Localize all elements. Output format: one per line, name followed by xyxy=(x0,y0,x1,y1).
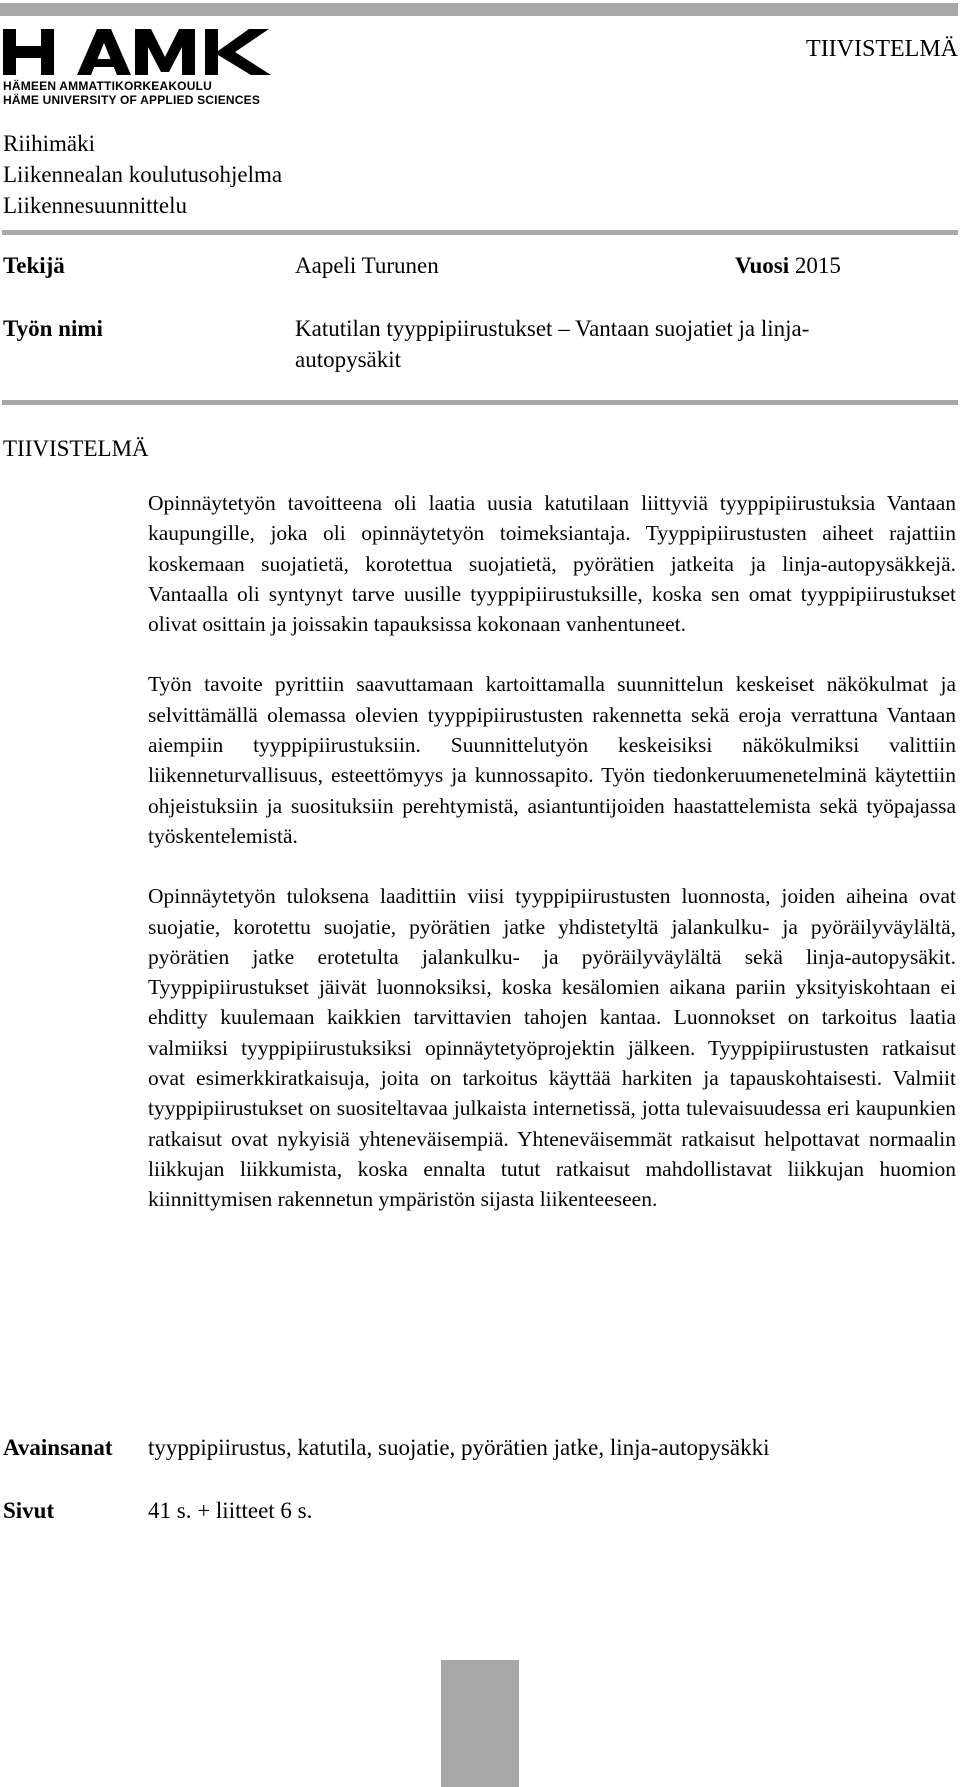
document-type-label: TIIVISTELMÄ xyxy=(806,36,958,62)
abstract-body xyxy=(148,488,956,1245)
year-field xyxy=(735,250,841,281)
logo-subtitle xyxy=(3,79,260,107)
hamk-wordmark xyxy=(3,27,273,77)
year-value: 2015 xyxy=(794,253,841,278)
year-label: Vuosi xyxy=(735,253,790,278)
campus-location: Riihimäki xyxy=(3,131,95,156)
degree-programme: Liikennealan koulutusohjelma xyxy=(3,162,283,187)
abstract-paragraph-1: Opinnäytetyön tavoitteena oli laatia uusia katutilaan liittyviä tyyppipiirustuksia Vantaan kaupungille, joka oli opinnäytetyön toimeksiantaja. Tyyppipiirustusten aiheet rajattiin koskemaan suojatietä, korotettua suojatietä, pyörätien jatkeita ja linja-autopysäkkejä. Vantaalla oli syntynyt tarve uusille tyyppipiirustuksille, koska sen omat tyyppipiirustukset olivat osittain ja joissakin tapauksissa kokonaan vanhentuneet. xyxy=(148,491,956,637)
abstract-heading: TIIVISTELMÄ xyxy=(3,436,149,461)
thesis-title-line1: Katutilan tyyppipiirustukset – Vantaan suojatiet ja linja- xyxy=(295,316,810,341)
thesis-title xyxy=(295,313,809,375)
top-decorative-bar xyxy=(0,3,958,16)
thesis-title-label: Työn nimi xyxy=(3,316,103,341)
divider-middle xyxy=(2,400,958,405)
keywords-value: tyyppipiirustus, katutila, suojatie, pyörätien jatke, linja-autopysäkki xyxy=(148,1435,770,1460)
thesis-title-line2: autopysäkit xyxy=(295,347,402,372)
author-name: Aapeli Turunen xyxy=(295,253,439,278)
pages-value: 41 s. + liitteet 6 s. xyxy=(148,1498,313,1523)
divider-top xyxy=(2,230,958,235)
abstract-paragraph-2: Työn tavoite pyrittiin saavuttamaan kartoittamalla suunnittelun keskeiset näkökulmat ja selvittämällä olemassa olevien tyyppipiirustusten rakennetta sekä eroja verrattuna Vantaan aiempiin tyyppipiirustuksiin. Suunnittelutyön keskeisiksi näkökulmiksi valittiin liikenneturvallisuus, esteettömyys ja kunnossapito. Työn tiedonkeruumenetelminä käytettiin ohjeistuksiin ja suosituksiin perehtymistä, asiantuntijoiden haastattelemista sekä työpajassa työskentelemistä. xyxy=(148,672,956,848)
abstract-paragraph-3: Opinnäytetyön tuloksena laadittiin viisi tyyppipiirustusten luonnosta, joiden aiheina ovat suojatie, korotettu suojatie, pyörätien jatke yhdistetyltä jalankulku- ja pyöräilyväylältä, pyörätien jatke erotetulta jalankulku- ja pyöräilyväylältä sekä linja-autopysäkit. Tyyppipiirustukset jäivät luonnoksiksi, koska kesälomien aikana pariin yksityiskohtaan ei ehditty kuulemaan kaikkien tarvittavien tahojen kantaa. Luonnokset on tarkoitus laatia valmiiksi tyyppipiirustuksiksi opinnäytetyöprojektin jälkeen. Tyyppipiirustusten ratkaisut ovat esimerkkiratkaisuja, joita on tarkoitus käyttää harkiten ja tapauskohtaisesti. Valmiit tyyppipiirustukset on suositeltavaa julkaista internetissä, jotta tulevaisuudessa eri kaupunkien ratkaisut ovat nykyisiä yhteneväisempiä. Yhteneväisemmät ratkaisut helpottavat normaalin liikkujan liikkumista, koska ennalta tutut ratkaisut mahdollistavat liikkujan huomion kiinnittymisen rakennetun ympäristön sijasta liikenteeseen. xyxy=(148,884,956,1212)
author-label: Tekijä xyxy=(3,253,65,278)
keywords-label: Avainsanat xyxy=(3,1435,113,1460)
specialisation: Liikennesuunnittelu xyxy=(3,193,187,218)
hamk-logo xyxy=(3,27,273,109)
pages-label: Sivut xyxy=(3,1498,55,1523)
campus-info xyxy=(3,128,282,221)
footer-decorative-tab xyxy=(441,1660,519,1787)
logo-line-english: HÄME UNIVERSITY OF APPLIED SCIENCES xyxy=(3,93,261,107)
logo-line-finnish: HÄMEEN AMMATTIKORKEAKOULU xyxy=(3,79,212,93)
